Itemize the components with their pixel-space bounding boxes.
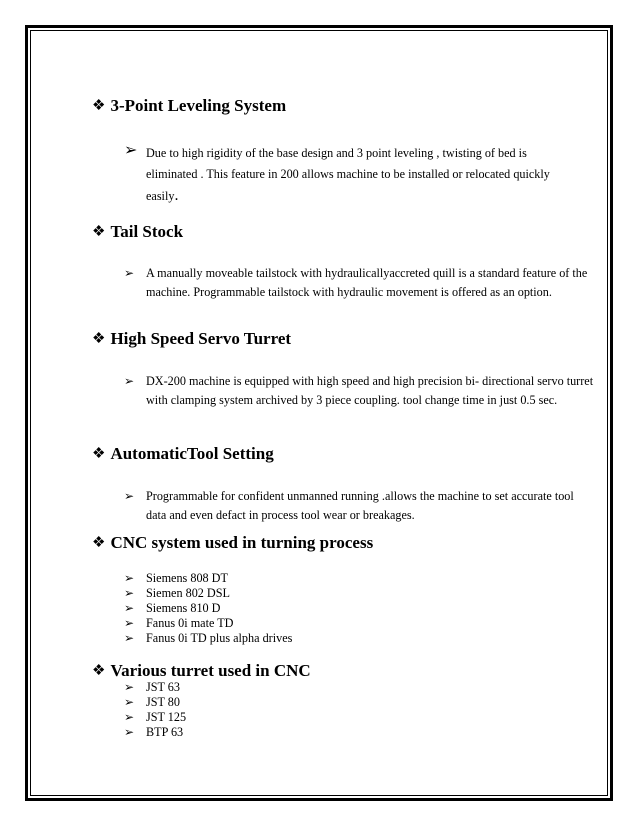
arrow-bullet-icon: ➢ bbox=[124, 601, 135, 615]
section-title: CNC system used in turning process bbox=[110, 533, 374, 552]
diamond-bullet-icon: ❖ bbox=[92, 663, 106, 679]
list-item bbox=[124, 487, 574, 525]
diamond-bullet-icon: ❖ bbox=[92, 331, 106, 347]
arrow-bullet-icon: ➢ bbox=[124, 571, 135, 585]
item-text: JST 125 bbox=[146, 710, 187, 724]
section-title: Various turret used in CNC bbox=[110, 661, 311, 680]
section-title: Tail Stock bbox=[110, 222, 184, 241]
section-title: 3-Point Leveling System bbox=[110, 96, 287, 115]
item-text: JST 63 bbox=[146, 680, 180, 694]
list-item bbox=[124, 264, 594, 302]
section-heading-turret bbox=[92, 329, 291, 350]
list-item bbox=[124, 372, 594, 410]
section-heading-turrets bbox=[92, 661, 311, 682]
arrow-bullet-icon: ➢ bbox=[124, 631, 135, 645]
cnc-system-list bbox=[124, 571, 292, 646]
item-text: BTP 63 bbox=[146, 725, 184, 739]
section-heading-cnc-system bbox=[92, 533, 373, 554]
arrow-bullet-icon: ➢ bbox=[124, 695, 135, 709]
section-heading-tailstock bbox=[92, 222, 183, 243]
arrow-bullet-icon: ➢ bbox=[124, 710, 135, 724]
item-text: Siemens 810 D bbox=[146, 601, 221, 615]
section-title: AutomaticTool Setting bbox=[110, 444, 274, 463]
item-text: JST 80 bbox=[146, 695, 180, 709]
list-item bbox=[124, 601, 292, 616]
arrow-bullet-icon: ➢ bbox=[124, 680, 135, 694]
list-item bbox=[124, 725, 186, 740]
item-text: Fanus 0i TD plus alpha drives bbox=[146, 631, 293, 645]
arrow-bullet-icon: ➢ bbox=[124, 489, 135, 503]
arrow-bullet-icon: ➢ bbox=[124, 374, 135, 388]
item-text-tail: . bbox=[174, 187, 179, 204]
item-text: Programmable for confident unmanned running .allows the machine to set accurate tool data and even defact in process tool wear or breakages. bbox=[146, 489, 574, 522]
section-heading-leveling bbox=[92, 96, 286, 117]
diamond-bullet-icon: ❖ bbox=[92, 535, 106, 551]
diamond-bullet-icon: ❖ bbox=[92, 224, 106, 240]
item-text: DX-200 machine is equipped with high speed and high precision bi- directional servo turret with clamping system archived by 3 piece coupling. tool change time in just 0.5 sec. bbox=[146, 374, 594, 407]
section-heading-tool-setting bbox=[92, 444, 274, 465]
diamond-bullet-icon: ❖ bbox=[92, 98, 106, 114]
list-item bbox=[124, 586, 292, 601]
turret-list bbox=[124, 680, 186, 740]
list-item bbox=[124, 680, 186, 695]
arrow-bullet-icon: ➢ bbox=[124, 142, 138, 159]
item-text: Due to high rigidity of the base design and 3 point leveling , twisting of bed is eliminated . This feature in 200 allows machine to be installed or relocated quickly easily bbox=[146, 146, 550, 203]
list-item bbox=[124, 571, 292, 586]
list-item bbox=[124, 695, 186, 710]
item-text: A manually moveable tailstock with hydraulicallyaccreted quill is a standard feature of the machine. Programmable tailstock with hydraulic movement is offered as an option. bbox=[146, 266, 588, 299]
list-item bbox=[124, 710, 186, 725]
item-text: Siemens 808 DT bbox=[146, 571, 228, 585]
arrow-bullet-icon: ➢ bbox=[124, 586, 135, 600]
arrow-bullet-icon: ➢ bbox=[124, 616, 135, 630]
list-item bbox=[124, 631, 292, 646]
arrow-bullet-icon: ➢ bbox=[124, 725, 135, 739]
section-title: High Speed Servo Turret bbox=[110, 329, 292, 348]
diamond-bullet-icon: ❖ bbox=[92, 446, 106, 462]
list-item bbox=[124, 616, 292, 631]
arrow-bullet-icon: ➢ bbox=[124, 266, 135, 280]
item-text: Siemen 802 DSL bbox=[146, 586, 230, 600]
list-item bbox=[124, 143, 574, 207]
item-text: Fanus 0i mate TD bbox=[146, 616, 234, 630]
